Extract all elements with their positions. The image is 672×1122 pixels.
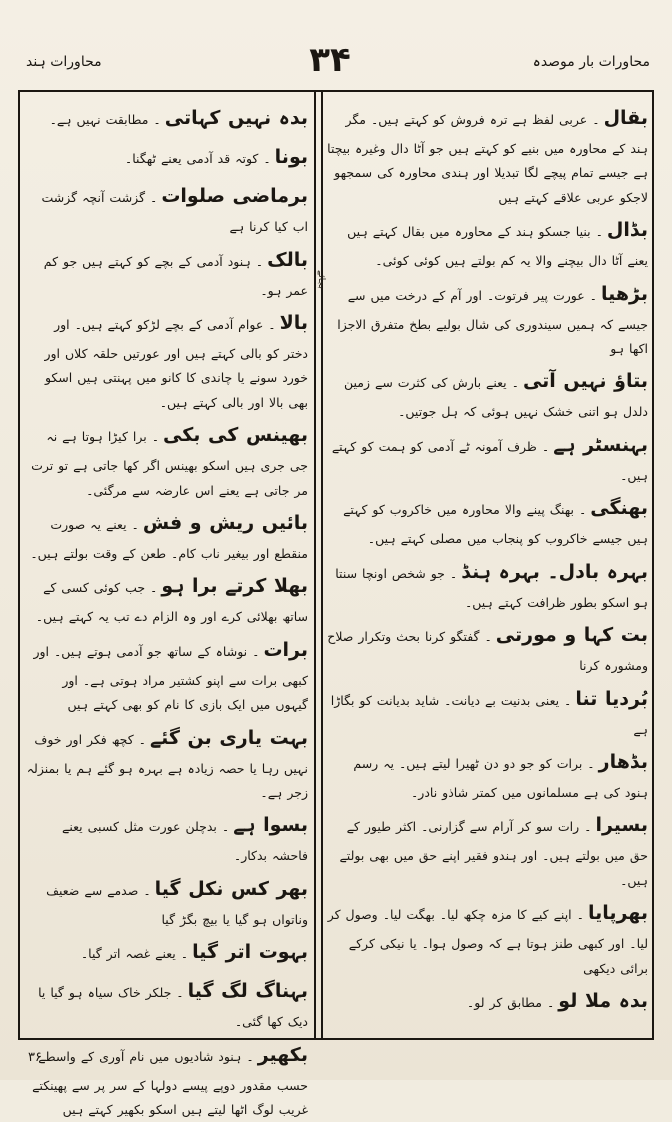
- entry-definition: ۔ کوتہ قد آدمی یعنے ٹھگنا۔: [124, 151, 271, 167]
- dictionary-entry: [326, 895, 648, 981]
- entry-headword: بھرپایا: [587, 902, 648, 925]
- entry-definition: ۔ گفتگو کرنا بحث وتکرار صلاح ومشورہ کرنا: [327, 629, 648, 674]
- dictionary-entry: [26, 568, 308, 629]
- dictionary-entry: [326, 617, 648, 678]
- dictionary-entry: [326, 983, 648, 1020]
- entry-headword: بسیرا: [595, 814, 648, 837]
- entry-headword: برماضی صلوات: [161, 185, 308, 208]
- entry-headword: بھینس کی بکی: [163, 424, 308, 447]
- dictionary-entry: [326, 807, 648, 893]
- entry-headword: بقال: [603, 107, 648, 129]
- entry-headword: بہرہ بادل۔ بہرہ ہنڈ: [461, 560, 648, 583]
- entry-definition: ۔ صدمے سے ضعیف وناتواں ہو گیا یا بیچ بگڑ گیا: [46, 882, 308, 927]
- dictionary-entry: [26, 417, 308, 503]
- entry-definition: ۔ بھنگ پینے والا محاورہ میں خاکروب کو کہتے ہیں جیسے خاکروب کو پنجاب میں مصلی کہتے ہیں۔: [343, 502, 648, 547]
- entry-definition: ۔ برات کو جو دو دن ٹھیرا لیتے ہیں۔ یہ رسم ہنود کی ہے مسلمانوں میں کمتر شاذو نادر۔: [353, 755, 648, 800]
- entry-headword: بہت یاری بن گئے: [149, 726, 308, 749]
- entry-headword: بڈال: [606, 219, 648, 242]
- entry-headword: بڈھار: [598, 750, 648, 773]
- entry-headword: بُردیا تنا: [575, 687, 648, 710]
- dictionary-entry: [26, 305, 308, 415]
- dictionary-entry: [326, 212, 648, 273]
- dictionary-entry: [26, 505, 308, 566]
- entry-definition: ۔ جلکر خاک سیاہ ہو گیا یا دیک کھا گئی۔: [38, 985, 308, 1030]
- column-divider: [314, 90, 316, 1040]
- entry-headword: بائیں ریش و فش: [142, 511, 308, 534]
- entry-definition: ۔ یعنے غصہ اتر گیا۔: [80, 946, 189, 962]
- entry-headword: بدہ ملا لو: [558, 989, 648, 1012]
- dictionary-entry: [26, 632, 308, 718]
- entry-headword: بہنسٹر ہے: [553, 433, 648, 456]
- dictionary-entry: [26, 100, 308, 137]
- dictionary-entry: [26, 871, 308, 932]
- entry-definition: ۔ ہنود شادیوں میں نام آوری کے واسطے حسب مقدور دوپے پیسے دولہا کے سر پر سے پھینکتے غریب لوگ اٹھا لیتے ہیں اسکو بکھیر کہتے ہیں: [32, 1048, 308, 1118]
- dictionary-entry: [26, 1037, 308, 1122]
- entry-definition: ۔ یعنے بارش کی کثرت سے زمین دلدل ہو اتنی خشک نہیں ہوئی کہ ہل جوتیں۔: [344, 375, 648, 420]
- entry-definition: ۔ جب کوئی کسی کے ساتھ بھلائی کرے اور وہ الزام دے تب یہ کہتے ہیں۔: [35, 580, 308, 625]
- entry-definition: ۔ بدچلن عورت مثل کسبی یعنے فاحشہ بدکار۔: [62, 819, 308, 864]
- entry-definition: ۔ ہنود آدمی کے بچے کو کہتے ہیں جو کم عمر ہو۔: [43, 253, 308, 298]
- running-header-left: محاورات ہند: [26, 54, 102, 70]
- dictionary-entry: [326, 554, 648, 615]
- entry-definition: ۔ بنیا جسکو ہند کے محاورہ میں بقال کہتے ہیں یعنے آٹا دال بیچنے والا یہ کم بولتے ہیں کوئی کوئی۔: [347, 224, 648, 269]
- entry-headword: بالک: [267, 248, 308, 271]
- dictionary-entry: [326, 681, 648, 742]
- entry-headword: برات: [263, 638, 308, 661]
- entry-headword: بسوا ہے: [233, 814, 308, 837]
- dictionary-entry: [26, 242, 308, 303]
- entry-definition: ۔ مطابق کر لو۔: [466, 994, 555, 1010]
- entry-definition: ۔ نوشاہ کے ساتھ جو آدمی ہوتے ہیں۔ اور کبھی برات سے اپنو کشتیر مراد ہوتی ہے۔ اور گیہوں میں ایک بازی کا نام کو بھی کہتے ہیں: [33, 643, 308, 713]
- dictionary-entry: [326, 276, 648, 362]
- dictionary-entry: [26, 807, 308, 868]
- running-header-right: محاورات بار موصدہ: [532, 54, 650, 70]
- entry-headword: بت کہا و مورتی: [495, 624, 648, 647]
- dictionary-entry: [326, 100, 648, 210]
- entry-headword: بالا: [279, 311, 308, 334]
- entry-definition: ۔ اپنے کیے کا مزہ چکھ لیا۔ بھگت لیا۔ وصول کر لیا۔ اور کبھی طنز ہوتا ہے کہ وصول ہوا۔ یا نیکی کرکے برائی دیکھی: [327, 907, 648, 976]
- entry-definition: ۔ کچھ فکر اور خوف نہیں رہا یا حصہ زیادہ ہے بہرہ ہو گئے ہم یا بمنزلہ زجر ہے۔: [26, 731, 308, 800]
- entry-definition: ۔ ظرف آمونہ ٹے آدمی کو ہمت کو کہتے ہیں۔: [331, 438, 648, 483]
- entry-headword: بہوت اتر گیا: [192, 941, 308, 964]
- entry-headword: بھر کس نکل گیا: [154, 877, 308, 900]
- entry-definition: ۔ رات سو کر آرام سے گزارنی۔ اکثر طیور کے حق میں بولتے ہیں۔ اور ہندو فقیر اپنے حق میں بھی بولتے ہیں۔: [339, 819, 648, 888]
- dictionary-entry: [26, 720, 308, 806]
- entry-headword: بکھیر: [257, 1043, 308, 1066]
- entry-headword: بڑھیا: [600, 282, 648, 305]
- entry-headword: بھنگی: [590, 497, 648, 520]
- entry-definition: ۔ عربی لفظ ہے ترہ فروش کو کہتے ہیں۔ مگر ہند کے محاورہ میں بنیے کو کہتے ہیں جو آٹا دال وغیرہ بیچتا ہے جیسے تمام پیچے لگا تبدیلا اور ہندی محاورہ کی سمجھو لاجکو عربی علاقے کہتے ہیں: [327, 112, 648, 205]
- entry-definition: ۔ عورت پیر فرتوت۔ اور آم کے درخت میں سے جیسے کہ ہمیں سیندوری کی شال بولیے بطخ متفرق الاجزا اکھا ہو: [337, 287, 648, 357]
- entry-headword: بدہ نہیں کہاتی: [164, 107, 308, 129]
- entry-definition: ۔ عوام آدمی کے بچے لڑکو کہتے ہیں۔ اور دختر کو بالی کہتے ہیں اور عورتیں حلقہ کلاں اور خورد سونے یا چاندی کا کانو میں پہنتی ہیں اسکو بھی بالا اور بالی کہتے ہیں۔: [44, 316, 308, 410]
- dictionary-entry: [26, 139, 308, 176]
- entry-definition: ۔ یعنے یہ صورت منقطع اور بیغیر ناب کام۔ طعن کے وقت بولتے ہیں۔: [30, 516, 308, 561]
- entry-headword: بھلا کرتے برا ہو: [161, 575, 308, 598]
- entry-definition: ۔ برا کیڑا ہوتا ہے نہ جی جری ہیں اسکو بھینس اگر کھا جاتی ہے تو ترت مر جاتی ہے یعنے اس عارضہ سے مرگئی۔: [31, 429, 308, 498]
- entry-headword: بہناگ لگ گیا: [187, 980, 308, 1003]
- entry-headword: بونا: [274, 146, 308, 169]
- footer-number: ۳۶: [28, 1050, 42, 1065]
- margin-note: بجائے: [316, 270, 326, 289]
- dictionary-entry: [326, 490, 648, 551]
- dictionary-entry: [326, 427, 648, 488]
- entry-definition: ۔ جو شخص اونچا سنتا ہو اسکو بطور ظرافت کہتے ہیں۔: [335, 565, 648, 610]
- entry-definition: ۔ یعنی بدنیت بے دیانت۔ شاید بدیانت کو بگاڑا ہے: [330, 692, 648, 737]
- dictionary-entry: [26, 934, 308, 971]
- dictionary-entry: [326, 744, 648, 805]
- page-number: ۳۴: [309, 40, 351, 80]
- right-column: [326, 100, 648, 1030]
- entry-definition: ۔ مطابقت نہیں ہے۔: [49, 112, 161, 127]
- dictionary-entry: [326, 363, 648, 424]
- entry-headword: بتاؤ نہیں آتی: [522, 370, 648, 393]
- entry-definition: ۔ گزشت آنچہ گزشت اب کیا کرنا ہے: [41, 190, 308, 235]
- dictionary-entry: [26, 973, 308, 1034]
- dictionary-entry: [26, 178, 308, 239]
- column-divider: [321, 90, 323, 1040]
